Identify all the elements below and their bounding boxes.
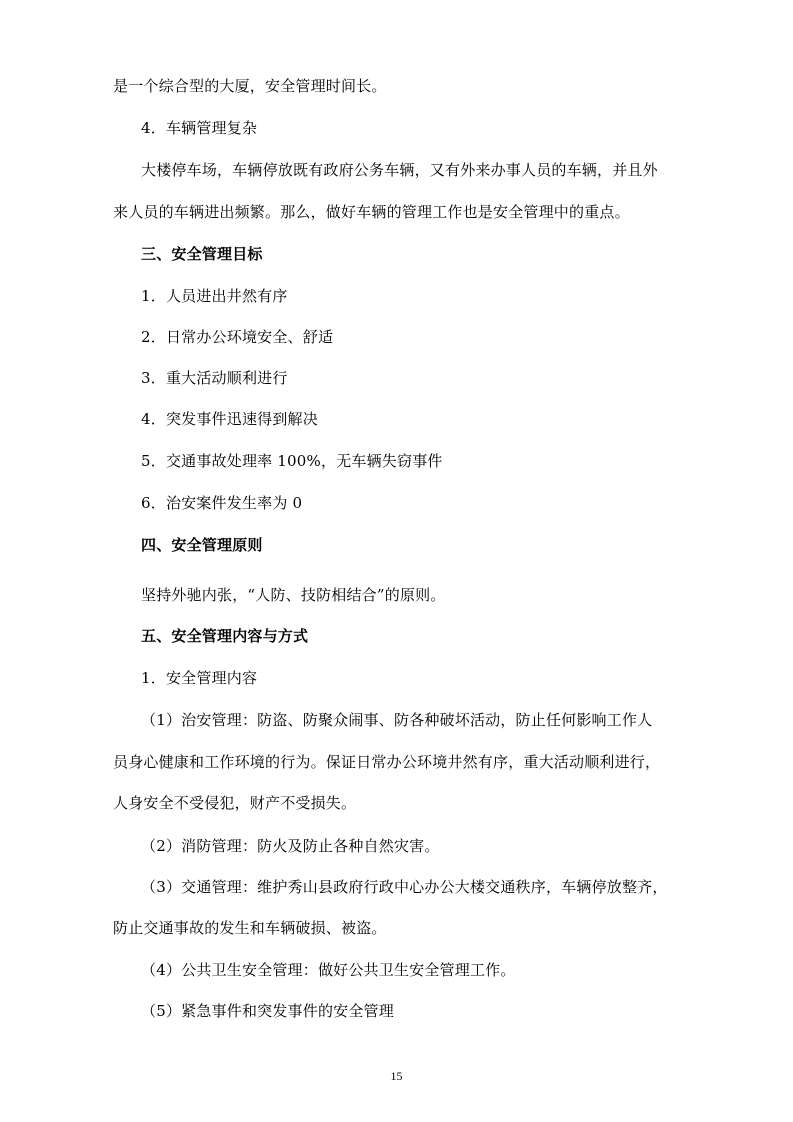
paragraph-security-line-3: 人身安全不受侵犯，财产不受损失。 (113, 794, 357, 812)
goal-item-1: 1．人员进出井然有序 (141, 287, 288, 305)
paragraph-continuation: 是一个综合型的大厦，安全管理时间长。 (113, 77, 387, 95)
subsection-content: 1．安全管理内容 (141, 669, 258, 687)
goal-item-4: 4．突发事件迅速得到解决 (141, 410, 318, 428)
page-number: 15 (390, 1069, 403, 1083)
goal-item-6: 6．治安案件发生率为 0 (141, 494, 303, 512)
section-heading-goals: 三、安全管理目标 (141, 245, 263, 263)
paragraph-security-line-2: 员身心健康和工作环境的行为。保证日常办公环境井然有序，重大活动顺利进行， (113, 753, 661, 771)
list-item-vehicle-complex: 4．车辆管理复杂 (141, 119, 258, 137)
paragraph-emergency: （5）紧急事件和突发事件的安全管理 (141, 1002, 394, 1020)
paragraph-principle: 坚持外驰内张，“人防、技防相结合”的原则。 (141, 586, 446, 604)
paragraph-fire: （2）消防管理：防火及防止各种自然灾害。 (141, 837, 440, 855)
goal-item-2: 2．日常办公环境安全、舒适 (141, 328, 334, 346)
paragraph-security-line-1: （1）治安管理：防盗、防聚众闹事、防各种破坏活动，防止任何影响工作人 (141, 711, 653, 729)
paragraph-parking-line-2: 来人员的车辆进出频繁。那么，做好车辆的管理工作也是安全管理中的重点。 (113, 203, 630, 221)
goal-item-3: 3．重大活动顺利进行 (141, 369, 288, 387)
section-heading-principles: 四、安全管理原则 (141, 536, 263, 554)
paragraph-public-health: （4）公共卫生安全管理：做好公共卫生安全管理工作。 (141, 961, 516, 979)
paragraph-traffic-line-1: （3）交通管理：维护秀山县政府行政中心办公大楼交通秩序，车辆停放整齐， (141, 878, 668, 896)
section-heading-content-methods: 五、安全管理内容与方式 (141, 627, 309, 645)
goal-item-5: 5．交通事故处理率 100%，无车辆失窃事件 (141, 452, 443, 470)
paragraph-parking-line-1: 大楼停车场，车辆停放既有政府公务车辆，又有外来办事人员的车辆，并且外 (141, 161, 658, 179)
paragraph-traffic-line-2: 防止交通事故的发生和车辆破损、被盗。 (113, 919, 387, 937)
